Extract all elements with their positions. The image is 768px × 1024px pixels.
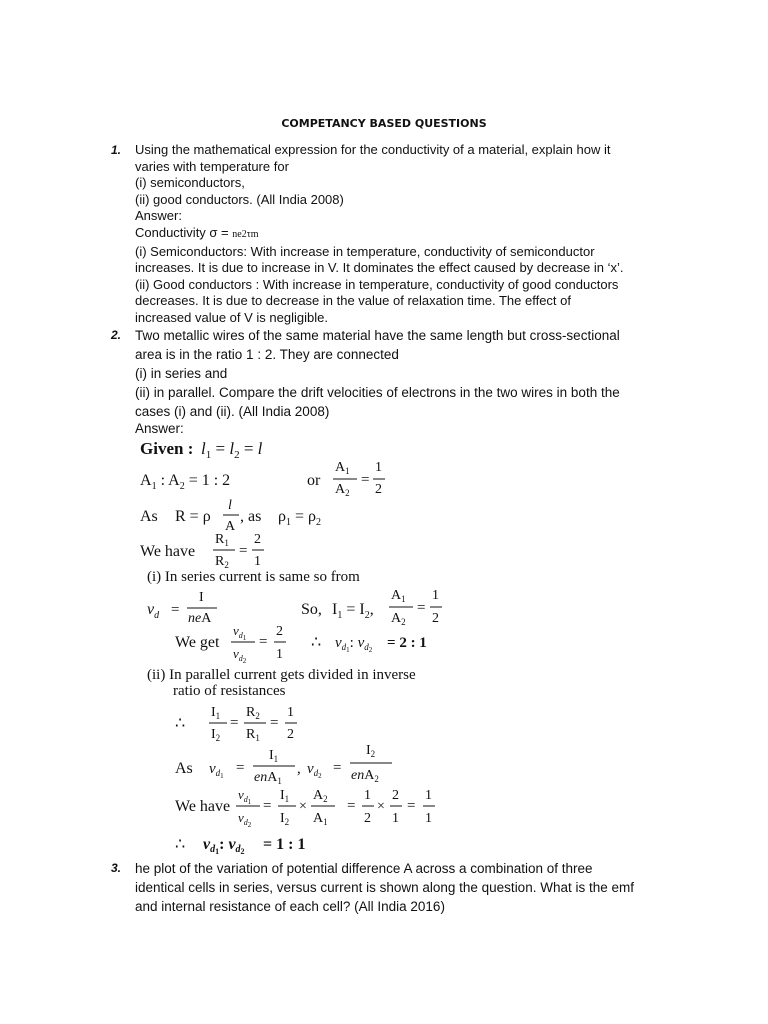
svg-text:=: =	[259, 634, 268, 650]
svg-text:A1: $A_1$	[313, 811, 328, 827]
svg-text:=: =	[333, 760, 342, 776]
q2-line: (i) in series and	[135, 366, 228, 381]
svg-text:=: =	[417, 600, 426, 616]
svg-text:I1 = I2,: $I_1 = I_2$,	[332, 601, 374, 621]
svg-text:=: =	[407, 798, 416, 814]
svg-text:A: A	[225, 519, 236, 534]
parallel-result: 1 : 1	[276, 836, 306, 853]
svg-text:1: 1	[364, 788, 371, 803]
svg-text:vd2: $v_d2$	[233, 646, 247, 665]
q2-line: area is in the ratio 1 : 2. They are connected	[135, 347, 399, 362]
svg-text:1: 1	[425, 788, 432, 803]
svg-text:I1: $I_1$	[269, 748, 279, 764]
svg-text:=: =	[236, 760, 245, 776]
q1-line: (ii) good conductors. (All India 2008)	[135, 191, 344, 207]
svg-text:vd1: vd2: vd1: vd2	[203, 836, 245, 856]
svg-text:1: 1	[254, 554, 261, 569]
question-2	[111, 326, 671, 436]
q1-answer-line: (ii) Good conductors : With increase in temperature, conductivity of good conductors	[135, 276, 619, 292]
svg-text:I2: $I_2$	[211, 727, 221, 743]
given-label: Given :	[140, 439, 194, 458]
svg-text:=: =	[361, 472, 370, 488]
svg-text:vd1: $v_d1$	[233, 623, 247, 642]
question-number: 1.	[111, 143, 122, 157]
svg-text:I2: $I_2$	[280, 811, 290, 827]
svg-text:vd: $v_d$	[147, 601, 160, 621]
svg-text:1: 1	[287, 705, 294, 720]
svg-text:=: =	[270, 715, 279, 731]
svg-text:R1: $R_1$	[215, 532, 229, 548]
q1-line: varies with temperature for	[135, 158, 289, 174]
svg-text:I: I	[199, 590, 204, 605]
svg-text:A1: $A_1$	[335, 460, 350, 476]
svg-text:1: 1	[392, 811, 399, 826]
svg-text:I1: $I_1$	[280, 788, 290, 804]
page-title: COMPETANCY BASED QUESTIONS	[281, 117, 487, 130]
svg-text:=: =	[230, 715, 239, 731]
svg-text:neA: neA	[188, 611, 212, 626]
q1-answer-line: decreases. It is due to decrease in the value of relaxation time. The effect of	[135, 293, 571, 309]
svg-text:2: 2	[432, 611, 439, 626]
svg-text:2: 2	[287, 727, 294, 742]
svg-text:R2: $R_2$	[215, 554, 229, 570]
as-label: As	[140, 508, 158, 525]
area-ratio: $A_1$ : $A_2 = 1$ : 2	[140, 472, 231, 492]
svg-text:= 2 : 1: = 2 : 1	[387, 635, 427, 651]
q2-line: Two metallic wires of the same material have the same length but cross-sectional	[135, 328, 620, 343]
series-result: 2 : 1	[399, 635, 427, 651]
svg-text:2: 2	[254, 532, 261, 547]
svg-text:vd1: $v_d1$	[209, 761, 224, 780]
svg-text:×: ×	[377, 799, 385, 814]
svg-text:∴: ∴	[311, 634, 322, 651]
q2-line: (ii) in parallel. Compare the drift velocities of electrons in the two wires in both the	[135, 385, 620, 400]
given-equation: $l_1 = l_2 = l$	[201, 439, 263, 461]
svg-text:I2: $I_2$	[366, 743, 376, 759]
svg-text:ρ1 = ρ2: $\rho_1 = \rho_2$	[278, 508, 321, 528]
q2-line: cases (i) and (ii). (All India 2008)	[135, 404, 330, 419]
svg-text:=: =	[263, 798, 272, 814]
q3-line: and internal resistance of each cell? (All India 2016)	[135, 899, 445, 914]
svg-text:= 1 : 1: = 1 : 1	[263, 836, 306, 853]
question-3	[111, 859, 671, 916]
svg-text:2: 2	[364, 811, 371, 826]
svg-text:R = ρ: R = ρ	[175, 508, 211, 525]
parallel-heading: (ii) In parallel current gets divided in inverse	[147, 667, 416, 683]
svg-text:l: l	[228, 498, 232, 513]
svg-text:2: 2	[392, 788, 399, 803]
svg-text:enA2: enA$_2$	[351, 768, 379, 784]
svg-text:1: 1	[425, 811, 432, 826]
question-number: 2.	[111, 328, 122, 342]
q1-line: Answer:	[135, 208, 182, 224]
question-number: 3.	[111, 861, 122, 875]
svg-text:enA1: enA$_1$	[254, 770, 282, 786]
svg-text:R2: $R_2$	[246, 705, 260, 721]
svg-text:=: =	[239, 543, 248, 559]
svg-text:A2: $A_2$	[335, 482, 350, 498]
q1-answer-line: increases. It is due to increase in V. It dominates the effect caused by decrease in ‘x’.	[135, 260, 624, 276]
we-have-label: We have	[140, 543, 196, 560]
series-heading: (i) In series current is same so from	[147, 569, 360, 585]
svg-text:, as: , as	[240, 508, 262, 525]
q3-line: he plot of the variation of potential difference A across a combination of three	[135, 861, 593, 876]
svg-text:vd1: $v_d1$	[238, 787, 252, 806]
q2-line: Answer:	[135, 421, 184, 436]
parallel-heading-2: ratio of resistances	[173, 683, 286, 699]
svg-text:1: 1	[276, 647, 283, 662]
we-have-label-2: We have	[175, 798, 231, 815]
svg-text:,: ,	[297, 761, 301, 777]
q1-line: Using the mathematical expression for the conductivity of a material, explain how it	[135, 142, 611, 157]
svg-text:2: 2	[276, 624, 283, 639]
svg-text:×: ×	[299, 799, 307, 814]
q1-answer-line: (i) Semiconductors: With increase in temperature, conductivity of semiconductor	[135, 243, 595, 259]
svg-text:=: =	[171, 602, 180, 618]
q3-line: identical cells in series, versus current is shown along the question. What is the emf	[135, 880, 634, 895]
q1-line: (i) semiconductors,	[135, 175, 245, 191]
svg-text:A1: $A_1$	[391, 588, 406, 604]
svg-text:=: =	[347, 798, 356, 814]
svg-text:R1: $R_1$	[246, 727, 260, 743]
so-label: So,	[301, 601, 322, 618]
svg-text:vd2: $v_d2$	[238, 810, 252, 829]
solution-equations	[135, 433, 515, 858]
conductivity-formula: Conductivity σ = ne2τm	[135, 224, 259, 240]
svg-text:∴: ∴	[175, 715, 186, 732]
as-label-2: As	[175, 760, 193, 777]
svg-text:I1: $I_1$	[211, 705, 221, 721]
svg-text:2: 2	[375, 482, 382, 497]
question-1	[111, 142, 671, 327]
svg-text:vd1: vd2: $v_d1$: $v_d2$	[335, 635, 373, 654]
svg-text:A2: $A_2$	[391, 611, 406, 627]
svg-text:1: 1	[375, 460, 382, 475]
svg-text:∴: ∴	[175, 836, 186, 853]
svg-text:A2: $A_2$	[313, 788, 328, 804]
svg-text:1: 1	[432, 588, 439, 603]
we-get-label: We get	[175, 634, 220, 651]
or-label: or	[307, 472, 321, 489]
svg-text:vd2: $v_d2$	[307, 761, 322, 780]
q1-answer-line: increased value of V is negligible.	[135, 309, 328, 325]
